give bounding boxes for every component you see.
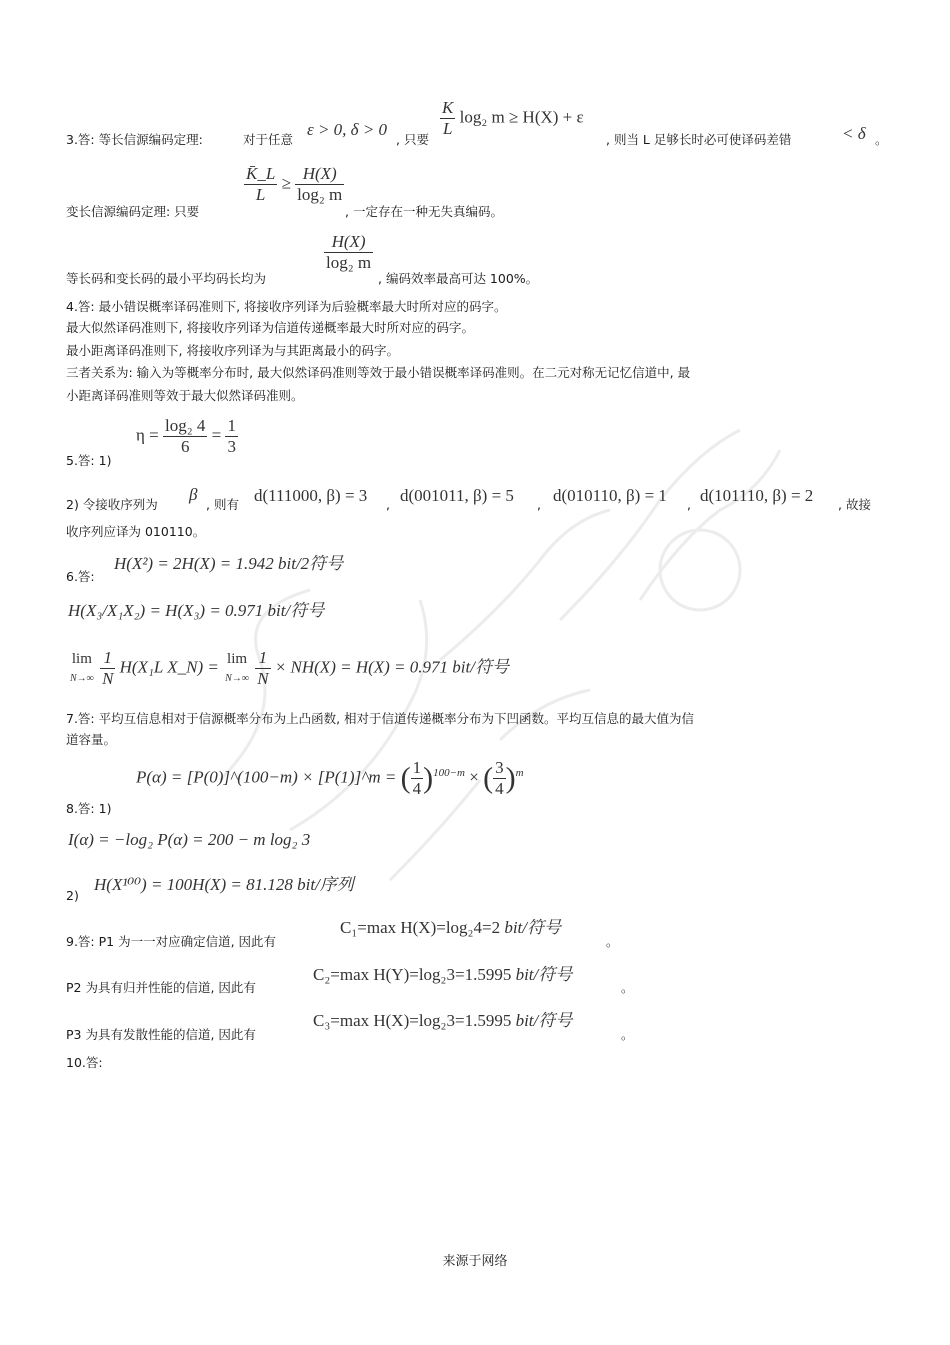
q5-d3: d(010110, β) = 1 [553, 486, 667, 505]
q9-label: 9.答: P1 为一一对应确定信道, 因此有 [66, 934, 277, 949]
q8-entropy: H(X¹⁰⁰) = 100H(X) = 81.128 bit/序列 [94, 875, 354, 894]
q3-any: 对于任意 [243, 132, 294, 147]
q9-c3: C₃=max H(X)=log₂3=1.5995 bit/符号 [313, 1011, 573, 1030]
q5-comma-3: , [687, 497, 691, 512]
q9-dot-1: 。 [606, 934, 619, 949]
q8-label: 8.答: 1) [66, 801, 112, 816]
q5-comma-2: , [537, 497, 541, 512]
q4-line-5: 小距离译码准则等效于最大似然译码准则。 [66, 388, 304, 403]
q5-2c: , 故接 [838, 497, 871, 512]
q9-dot-3: 。 [621, 1027, 634, 1042]
q9-dot-2: 。 [621, 980, 634, 995]
var-tail: , 一定存在一种无失真编码。 [345, 204, 503, 219]
q6-eq-1: H(X²) = 2H(X) = 1.942 bit/2符号 [114, 554, 344, 573]
q5-d2: d(001011, β) = 5 [400, 486, 514, 505]
q5-2d: 收序列应译为 010110。 [66, 524, 206, 539]
min-fraction: $\frac{H(X)}{\text{log₂ m}}$ [326, 232, 372, 272]
q10-label: 10.答: [66, 1055, 103, 1070]
q9-c2: C₂=max H(Y)=log₂3=1.5995 bit/符号 [313, 965, 573, 984]
q5-comma-1: , [386, 497, 390, 512]
q3-end: 。 [875, 132, 888, 147]
q6-eq-2: H(X₃/X₁X₂) = H(X₃) = 0.971 bit/符号 [68, 601, 325, 620]
q3-then: , 则当 L 足够长时必可使译码差错 [606, 132, 792, 147]
q6-eq-3: lim N→∞ $\frac{1}{N}$ H(X₁L X_N) = lim N→∞ $\frac{1}{N}$ × NH(X) = H(X) = 0.971 bit/符号 [70, 648, 509, 688]
q5-2b: , 则有 [206, 497, 239, 512]
var-text: 变长信源编码定理: 只要 [66, 204, 200, 219]
q3-only: , 只要 [396, 132, 429, 147]
min-tail: , 编码效率最高可达 100%。 [378, 271, 539, 286]
q9-p3: P3 为具有发散性能的信道, 因此有 [66, 1027, 256, 1042]
q7-line-1: 7.答: 平均互信息相对于信源概率分布为上凸函数, 相对于信道传递概率分布为下凹函数。平均互信息的最大值为信 [66, 711, 695, 726]
page-footer: 来源于网络 [442, 1254, 508, 1269]
q3-eps-delta: ε > 0, δ > 0 [307, 120, 388, 139]
q5-label: 5.答: 1) [66, 453, 112, 468]
q5-beta: β [189, 485, 198, 504]
q4-line-4: 三者关系为: 输入为等概率分布时, 最大似然译码准则等效于最小错误概率译码准则。在二元对称无记忆信道中, 最 [66, 365, 691, 380]
min-text: 等长码和变长码的最小平均码长均为 [66, 271, 267, 286]
q5-eta: η = $\frac{\text{log₂ 4}}{6}$ = $\frac{1}{3}$ [136, 416, 236, 456]
var-condition: $\frac{K̄\_L}{L}$ ≥ $\frac{H(X)}{\text{log₂ m}}$ [246, 164, 343, 204]
q9-p2: P2 为具有归并性能的信道, 因此有 [66, 980, 256, 995]
q3-condition: $\frac{K}{L}$ log₂ m ≥ H(X) + ε [442, 98, 584, 138]
q3-lt-delta: < δ [842, 124, 866, 143]
q4-line-2: 最大似然译码准则下, 将接收序列译为信道传递概率最大时所对应的码字。 [66, 320, 474, 335]
q4-line-1: 4.答: 最小错误概率译码准则下, 将接收序列译为后验概率最大时所对应的码字。 [66, 299, 507, 314]
q8-i-alpha: I(α) = −log₂ P(α) = 200 − m log₂ 3 [68, 830, 311, 849]
q3-label: 3.答: 等长信源编码定理: [66, 132, 203, 147]
q4-line-3: 最小距离译码准则下, 将接收序列译为与其距离最小的码字。 [66, 343, 399, 358]
q8-p-alpha: P(α) = [P(0)]^(100−m) × [P(1)]^m = ( $\frac{1}{4}$ )$^{100-m}$ × ( $\frac{3}{4}$ )$^m$ [136, 758, 524, 798]
q8-2: 2) [66, 888, 79, 903]
q5-2a: 2) 令接收序列为 [66, 497, 158, 512]
q9-c1: C₁=max H(X)=log₂4=2 bit/符号 [340, 918, 561, 937]
q7-line-2: 道容量。 [66, 732, 117, 747]
q5-d1: d(111000, β) = 3 [254, 486, 368, 505]
q6-label: 6.答: [66, 569, 95, 584]
q5-d4: d(101110, β) = 2 [700, 486, 814, 505]
